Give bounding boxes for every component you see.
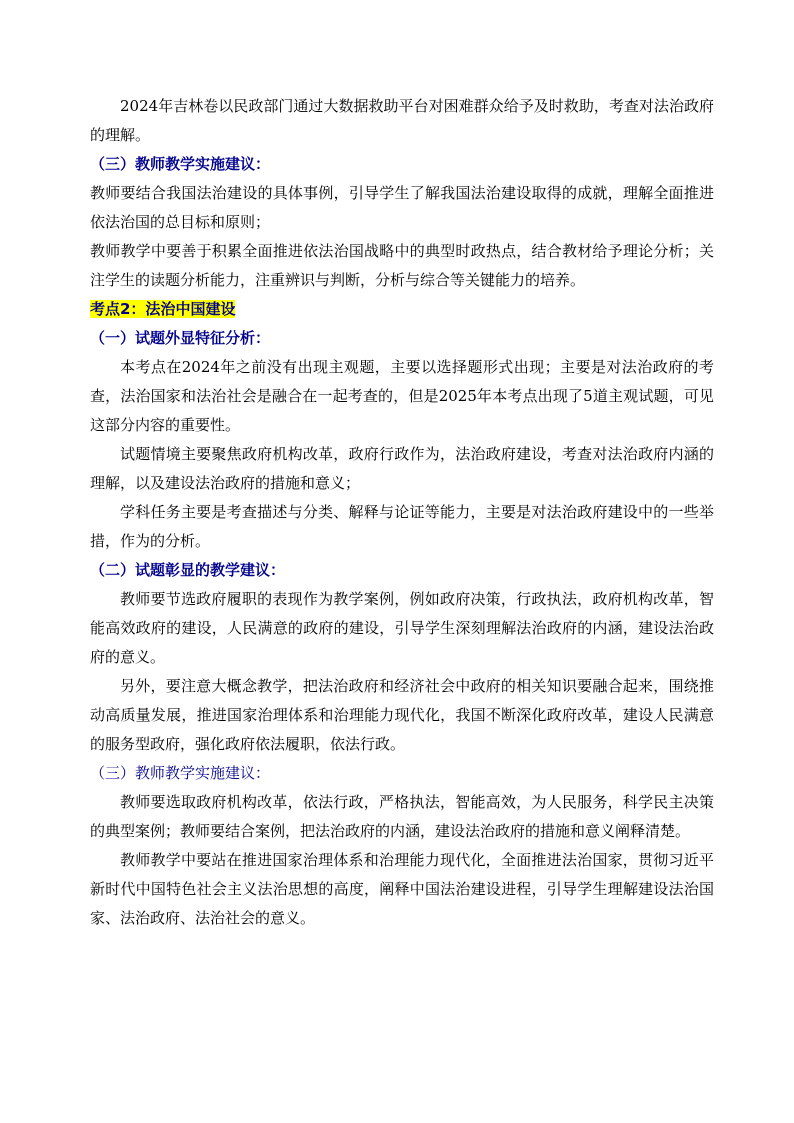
paragraph-jilin-case: 2024年吉林卷以民政部门通过大数据救助平台对困难群众给予及时救助，考查对法治政府的理解。: [90, 97, 714, 144]
heading-teacher-implementation-2: （三）教师教学实施建议：: [90, 764, 271, 782]
paragraph-exam-tasks: 学科任务主要是考查描述与分类、解释与论证等能力，主要是对法治政府建设中的一些举措，作为的分析。: [90, 503, 714, 550]
paragraph-exam-history: 本考点在2024年之前没有出现主观题，主要以选择题形式出现；主要是对法治政府的考查，法治国家和法治社会是融合在一起考查的，但是2025年本考点出现了5道主观试题，可见这部分内容的重要性。: [90, 358, 714, 434]
paragraph-teacher-hotspots: 教师教学中要善于积累全面推进依法治国战略中的典型时政热点，结合教材给予理论分析；关注学生的读题分析能力，注重辨识与判断，分析与综合等关键能力的培养。: [90, 242, 714, 289]
exam-point-2-title: [90, 295, 714, 324]
paragraph-teaching-cases: 教师要节选政府履职的表现作为教学案例，例如政府决策，行政执法，政府机构改革，智能高效政府的建设，人民满意的政府的建设，引导学生深刻理解法治政府的内涵，建设法治政府的意义。: [90, 590, 714, 666]
paragraph-big-concept: 另外，要注意大概念教学，把法治政府和经济社会中政府的相关知识要融合起来，围绕推动高质量发展，推进国家治理体系和治理能力现代化，我国不断深化政府改革，建设人民满意的服务型政府，强化政府依法履职，依法行政。: [90, 677, 714, 753]
paragraph-select-cases: 教师要选取政府机构改革，依法行政，严格执法，智能高效，为人民服务，科学民主决策的典型案例；教师要结合案例，把法治政府的内涵，建设法治政府的措施和意义阐释清楚。: [90, 793, 714, 840]
exam-point-2-highlight: 考点2：法治中国建设: [90, 300, 236, 318]
document-page: [90, 92, 714, 933]
paragraph-teacher-examples: 教师要结合我国法治建设的具体事例，引导学生了解我国法治建设取得的成就，理解全面推进依法治国的总目标和原则；: [90, 184, 714, 231]
heading-teacher-implementation-1: （三）教师教学实施建议：: [90, 155, 271, 173]
heading-teaching-suggestions: （二）试题彰显的教学建议：: [90, 561, 286, 579]
paragraph-modernization: 教师教学中要站在推进国家治理体系和治理能力现代化，全面推进法治国家，贯彻习近平新时代中国特色社会主义法治思想的高度，阐释中国法治建设进程，引导学生理解建设法治国家、法治政府、法治社会的意义。: [90, 851, 714, 927]
heading-feature-analysis: （一）试题外显特征分析：: [90, 329, 271, 347]
paragraph-exam-context: 试题情境主要聚焦政府机构改革，政府行政作为，法治政府建设，考查对法治政府内涵的理解，以及建设法治政府的措施和意义；: [90, 445, 714, 492]
